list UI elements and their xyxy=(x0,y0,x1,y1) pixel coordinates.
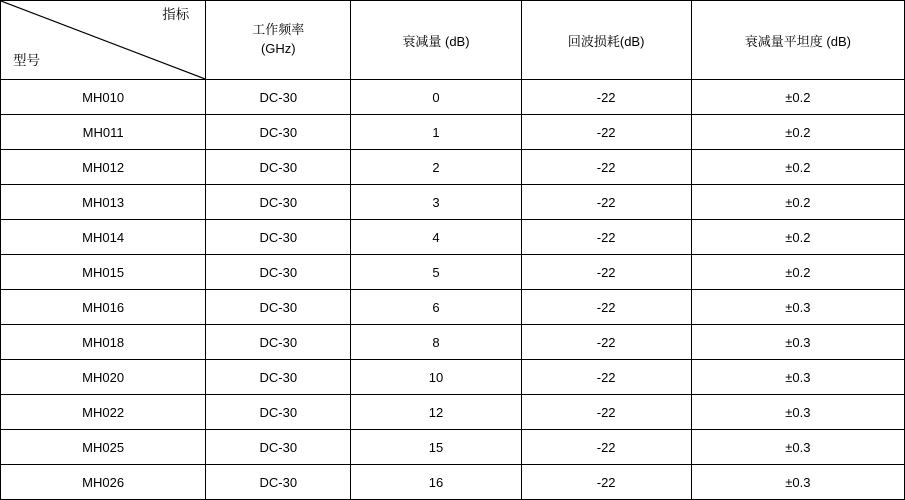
header-frequency xyxy=(206,1,351,80)
cell-model: MH020 xyxy=(1,360,206,395)
cell-attenuation: 8 xyxy=(351,325,521,360)
table-row xyxy=(1,395,905,430)
header-flatness: 衰减量平坦度 (dB) xyxy=(691,1,904,80)
cell-attenuation: 5 xyxy=(351,255,521,290)
cell-model: MH014 xyxy=(1,220,206,255)
cell-attenuation: 12 xyxy=(351,395,521,430)
cell-return-loss: -22 xyxy=(521,255,691,290)
cell-frequency: DC-30 xyxy=(206,80,351,115)
cell-flatness: ±0.3 xyxy=(691,395,904,430)
column-axis-label: 指标 xyxy=(162,7,190,22)
cell-return-loss: -22 xyxy=(521,220,691,255)
cell-attenuation: 16 xyxy=(351,465,521,500)
cell-attenuation: 6 xyxy=(351,290,521,325)
cell-model: MH010 xyxy=(1,80,206,115)
table-body xyxy=(1,1,905,500)
cell-return-loss: -22 xyxy=(521,290,691,325)
cell-return-loss: -22 xyxy=(521,360,691,395)
cell-frequency: DC-30 xyxy=(206,465,351,500)
cell-model: MH011 xyxy=(1,115,206,150)
cell-frequency: DC-30 xyxy=(206,430,351,465)
cell-flatness: ±0.2 xyxy=(691,80,904,115)
table-row xyxy=(1,115,905,150)
cell-frequency: DC-30 xyxy=(206,290,351,325)
cell-flatness: ±0.3 xyxy=(691,360,904,395)
header-return-loss: 回波损耗(dB) xyxy=(521,1,691,80)
cell-attenuation: 2 xyxy=(351,150,521,185)
table-row xyxy=(1,255,905,290)
header-attenuation: 衰减量 (dB) xyxy=(351,1,521,80)
cell-attenuation: 1 xyxy=(351,115,521,150)
cell-attenuation: 4 xyxy=(351,220,521,255)
cell-frequency: DC-30 xyxy=(206,220,351,255)
cell-attenuation: 15 xyxy=(351,430,521,465)
cell-flatness: ±0.3 xyxy=(691,430,904,465)
cell-flatness: ±0.3 xyxy=(691,465,904,500)
table-row xyxy=(1,150,905,185)
cell-frequency: DC-30 xyxy=(206,115,351,150)
cell-attenuation: 3 xyxy=(351,185,521,220)
cell-model: MH026 xyxy=(1,465,206,500)
row-axis-label: 型号 xyxy=(13,52,40,68)
cell-flatness: ±0.2 xyxy=(691,185,904,220)
table-row xyxy=(1,220,905,255)
cell-flatness: ±0.3 xyxy=(691,325,904,360)
cell-flatness: ±0.2 xyxy=(691,255,904,290)
cell-attenuation: 0 xyxy=(351,80,521,115)
header-frequency-line1: 工作频率 xyxy=(252,22,305,38)
cell-frequency: DC-30 xyxy=(206,395,351,430)
cell-flatness: ±0.2 xyxy=(691,220,904,255)
cell-frequency: DC-30 xyxy=(206,255,351,290)
table-row xyxy=(1,360,905,395)
cell-frequency: DC-30 xyxy=(206,150,351,185)
table-header-row xyxy=(1,1,905,80)
cell-attenuation: 10 xyxy=(351,360,521,395)
cell-return-loss: -22 xyxy=(521,430,691,465)
cell-flatness: ±0.2 xyxy=(691,150,904,185)
table-row xyxy=(1,430,905,465)
header-corner-cell xyxy=(1,1,206,80)
cell-model: MH015 xyxy=(1,255,206,290)
cell-return-loss: -22 xyxy=(521,115,691,150)
header-frequency-line2: (GHz) xyxy=(260,41,296,56)
cell-frequency: DC-30 xyxy=(206,360,351,395)
cell-flatness: ±0.3 xyxy=(691,290,904,325)
table-row xyxy=(1,290,905,325)
cell-model: MH012 xyxy=(1,150,206,185)
cell-return-loss: -22 xyxy=(521,150,691,185)
cell-return-loss: -22 xyxy=(521,465,691,500)
table-row xyxy=(1,185,905,220)
cell-frequency: DC-30 xyxy=(206,185,351,220)
cell-flatness: ±0.2 xyxy=(691,115,904,150)
table-row xyxy=(1,80,905,115)
cell-frequency: DC-30 xyxy=(206,325,351,360)
cell-model: MH013 xyxy=(1,185,206,220)
table-row xyxy=(1,465,905,500)
cell-model: MH016 xyxy=(1,290,206,325)
table-row xyxy=(1,325,905,360)
cell-model: MH022 xyxy=(1,395,206,430)
cell-model: MH025 xyxy=(1,430,206,465)
cell-return-loss: -22 xyxy=(521,80,691,115)
cell-model: MH018 xyxy=(1,325,206,360)
cell-return-loss: -22 xyxy=(521,395,691,430)
cell-return-loss: -22 xyxy=(521,185,691,220)
cell-return-loss: -22 xyxy=(521,325,691,360)
